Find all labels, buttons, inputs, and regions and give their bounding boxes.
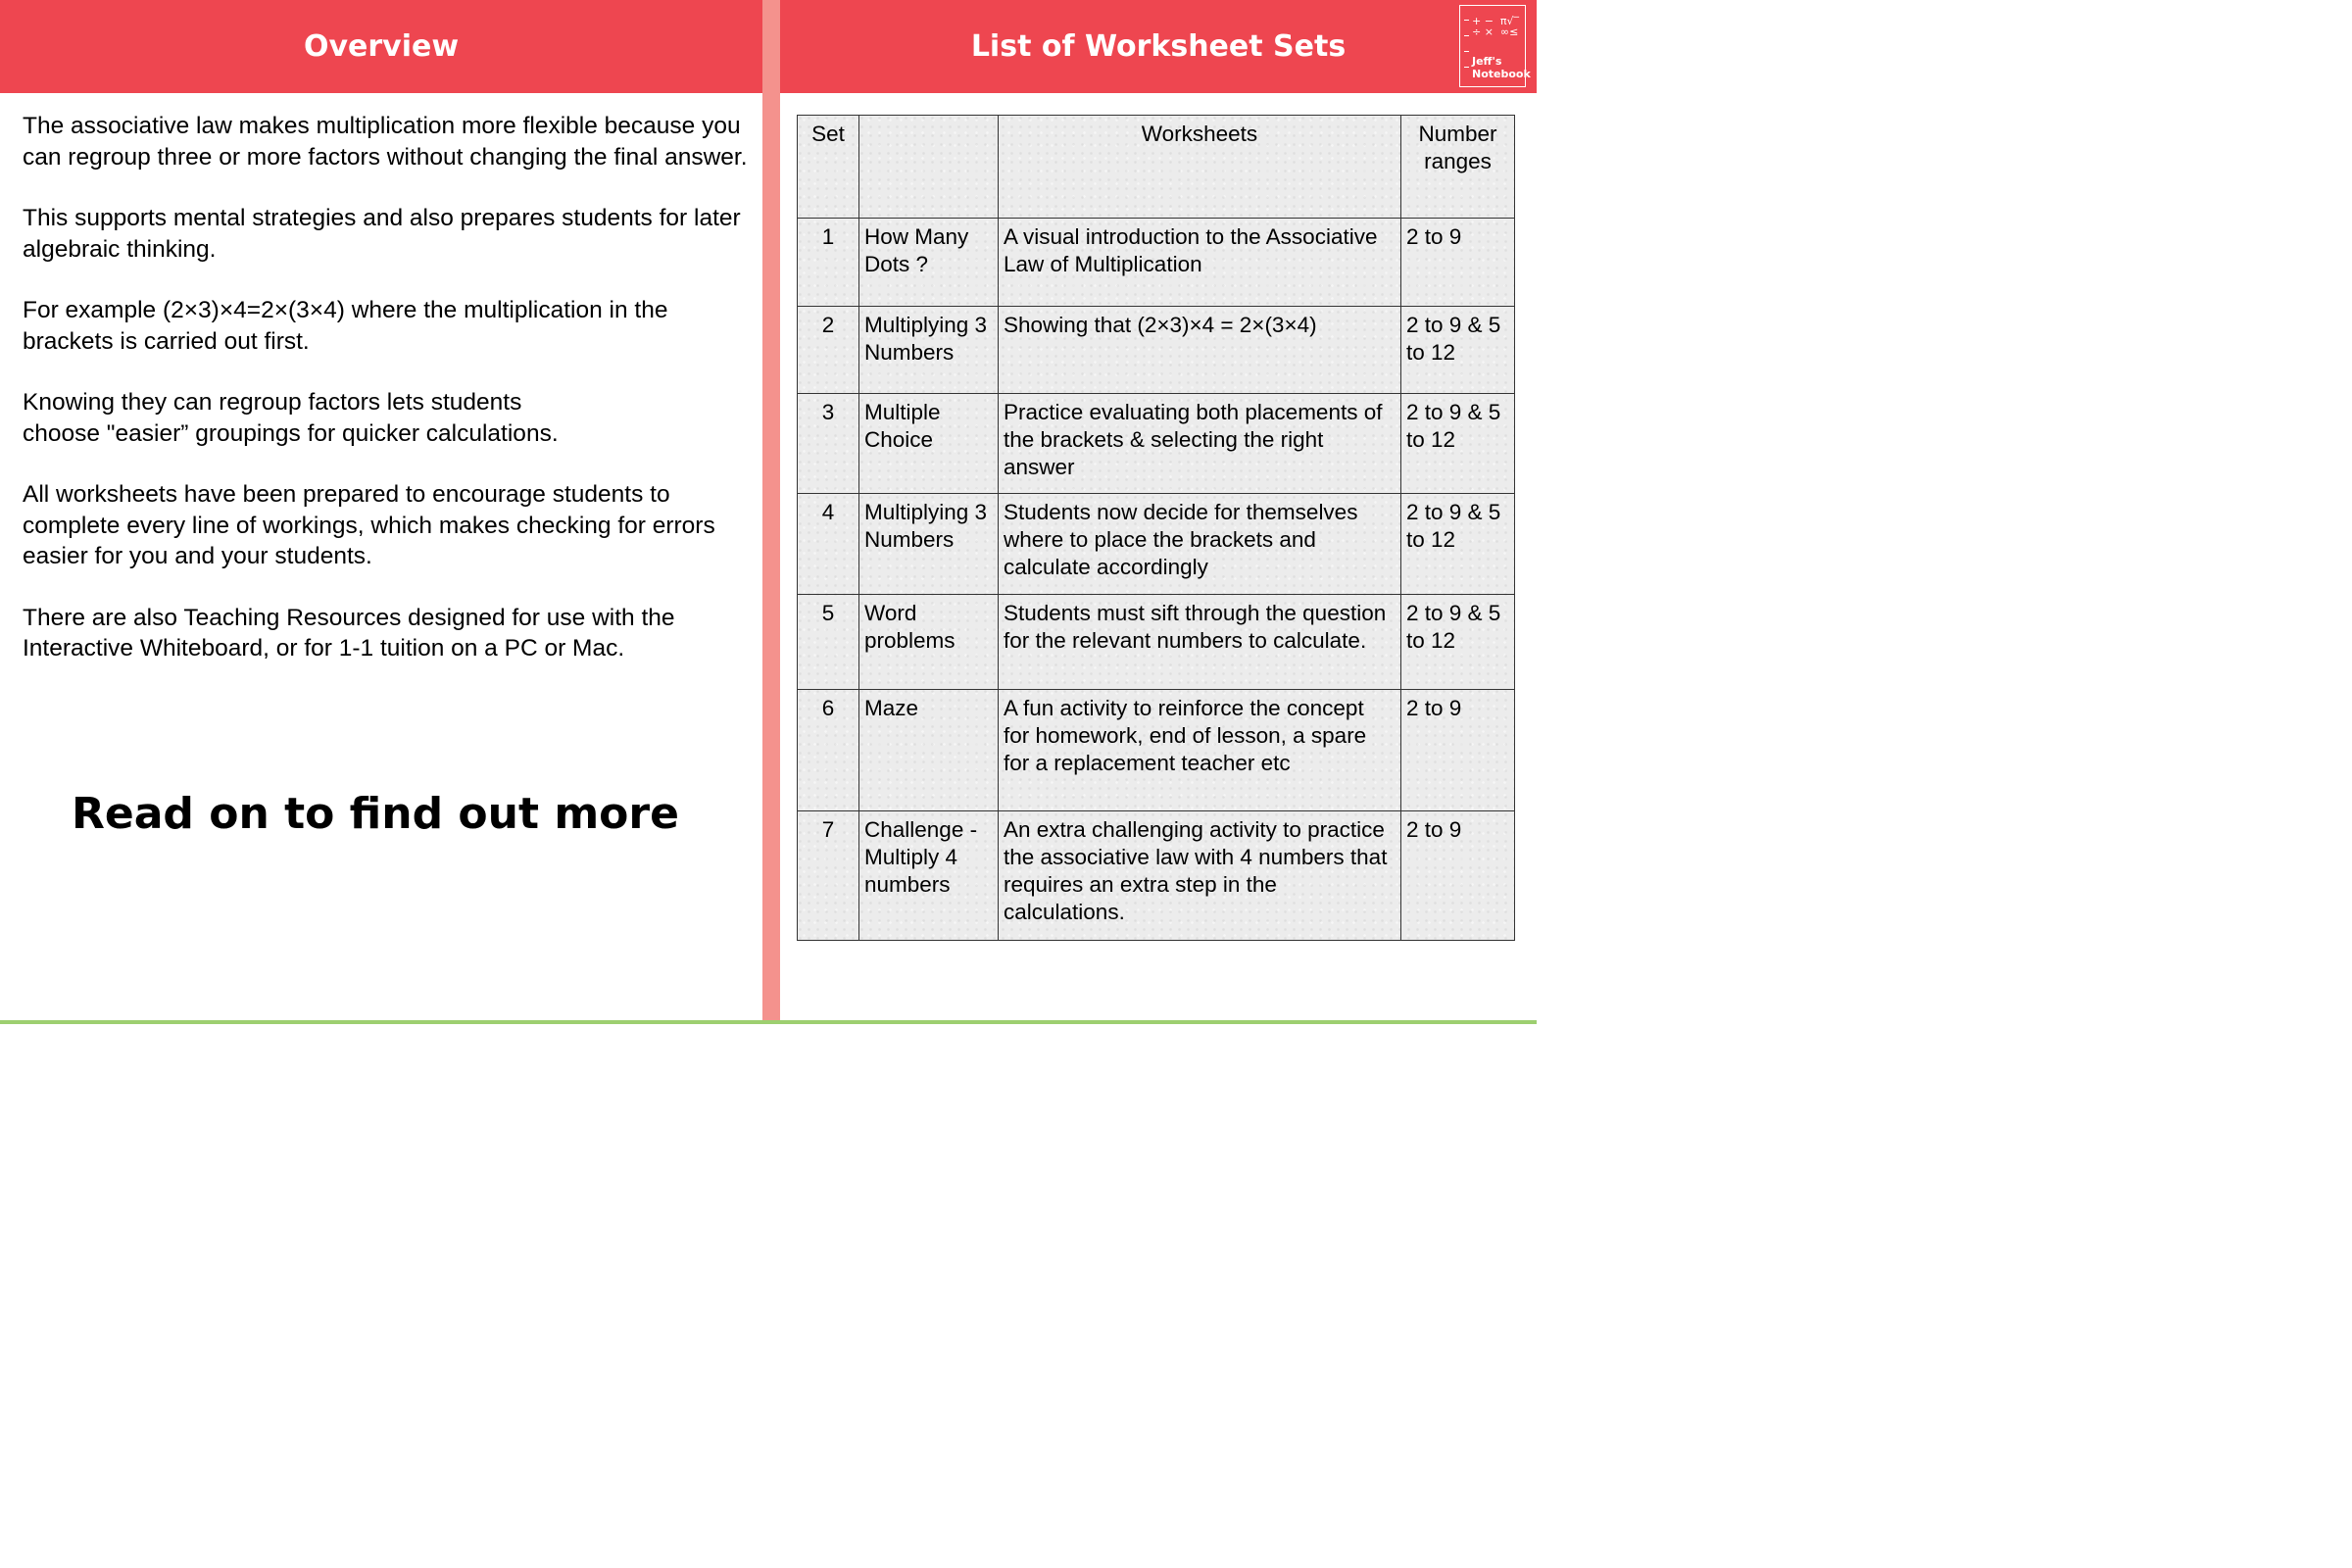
table-row (798, 494, 1515, 595)
overview-text (23, 111, 753, 695)
set-description: A visual introduction to the Associative Law of Multiplication (999, 219, 1401, 307)
overview-paragraph-4: Knowing they can regroup factors lets students choose "easier” groupings for quicker calculations. (23, 389, 559, 447)
set-name: Word problems (859, 595, 999, 690)
worksheet-sets-title: List of Worksheet Sets (970, 29, 1347, 64)
set-number: 6 (798, 690, 859, 811)
table-row (798, 394, 1515, 494)
set-number: 3 (798, 394, 859, 494)
header-name (859, 116, 999, 219)
logo-symbols-line-1: + − π√‾ (1472, 15, 1520, 27)
overview-header (0, 0, 762, 93)
table-row (798, 690, 1515, 811)
set-name: Maze (859, 690, 999, 811)
overview-paragraph-6: There are also Teaching Resources designed for use with the Interactive Whiteboard, or for 1-1 tuition on a PC or Mac. (23, 604, 675, 662)
table-row (798, 811, 1515, 941)
set-name: Multiplying 3 Numbers (859, 494, 999, 595)
set-ranges: 2 to 9 & 5 to 12 (1401, 494, 1515, 595)
set-description: A fun activity to reinforce the concept for homework, end of lesson, a spare for a replacement teacher etc (999, 690, 1401, 811)
set-description: An extra challenging activity to practice the associative law with 4 numbers that requires an extra step in the calculations. (999, 811, 1401, 941)
jeffs-notebook-logo (1459, 5, 1531, 87)
set-name: Multiple Choice (859, 394, 999, 494)
header-worksheets: Worksheets (999, 116, 1401, 219)
overview-paragraph-5: All worksheets have been prepared to encourage students to complete every line of workings, which makes checking for errors easier for you and your students. (23, 481, 715, 569)
overview-title: Overview (303, 29, 460, 64)
set-description: Showing that (2×3)×4 = 2×(3×4) (999, 307, 1401, 394)
set-number: 7 (798, 811, 859, 941)
set-ranges: 2 to 9 (1401, 811, 1515, 941)
set-ranges: 2 to 9 & 5 to 12 (1401, 394, 1515, 494)
panel-divider (762, 0, 780, 1024)
overview-paragraph-2: This supports mental strategies and also prepares students for later algebraic thinking. (23, 205, 741, 263)
bottom-border (0, 1020, 1537, 1024)
set-name: Challenge - Multiply 4 numbers (859, 811, 999, 941)
set-ranges: 2 to 9 (1401, 690, 1515, 811)
worksheet-sets-header (780, 0, 1537, 93)
table-row (798, 219, 1515, 307)
set-description: Students must sift through the question for the relevant numbers to calculate. (999, 595, 1401, 690)
set-ranges: 2 to 9 & 5 to 12 (1401, 595, 1515, 690)
set-number: 2 (798, 307, 859, 394)
set-ranges: 2 to 9 (1401, 219, 1515, 307)
worksheet-sets-table (797, 115, 1515, 941)
table-header-row (798, 116, 1515, 219)
logo-symbols-line-2: ÷ × ∞≤ (1472, 25, 1519, 38)
read-more-callout: Read on to find out more (72, 789, 679, 839)
set-number: 5 (798, 595, 859, 690)
set-name: How Many Dots ? (859, 219, 999, 307)
overview-paragraph-3: For example (2×3)×4=2×(3×4) where the multiplication in the brackets is carried out first. (23, 297, 668, 355)
set-number: 1 (798, 219, 859, 307)
set-name: Multiplying 3 Numbers (859, 307, 999, 394)
set-number: 4 (798, 494, 859, 595)
set-ranges: 2 to 9 & 5 to 12 (1401, 307, 1515, 394)
overview-paragraph-1: The associative law makes multiplication more flexible because you can regroup three or more factors without changing the final answer. (23, 113, 748, 171)
header-number-ranges: Number ranges (1401, 116, 1515, 219)
header-set: Set (798, 116, 859, 219)
logo-brand-line-1: Jeff's (1472, 55, 1502, 68)
table-row (798, 307, 1515, 394)
logo-brand-line-2: Notebook (1472, 68, 1531, 80)
table-row (798, 595, 1515, 690)
set-description: Practice evaluating both placements of the brackets & selecting the right answer (999, 394, 1401, 494)
set-description: Students now decide for themselves where to place the brackets and calculate accordingly (999, 494, 1401, 595)
